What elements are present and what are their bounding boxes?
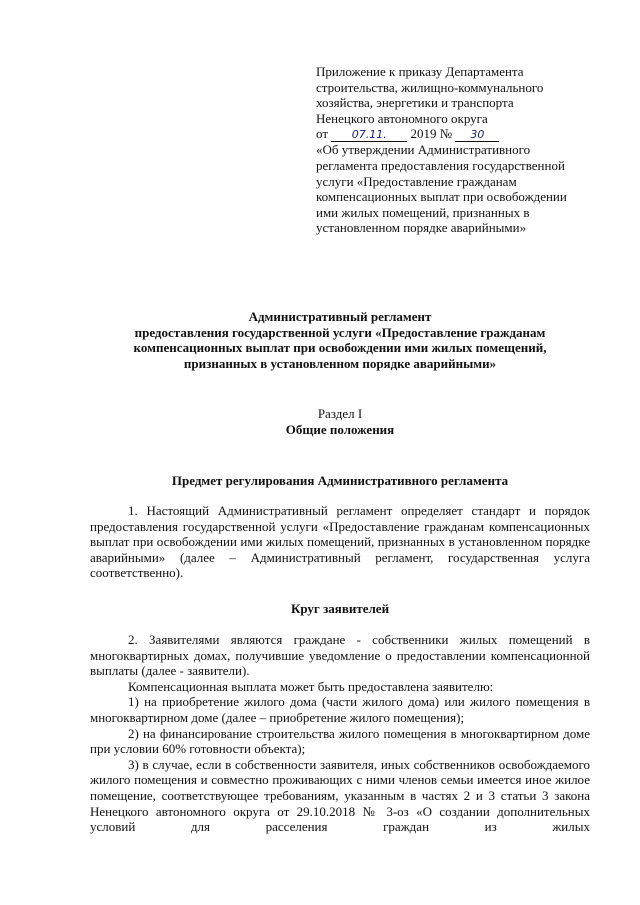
appendix-subject-line: «Об утверждении Административного: [316, 142, 531, 158]
appendix-subject-line: регламента предоставления государственной: [316, 157, 565, 173]
subject-heading: Предмет регулирования Административного регламента: [171, 473, 509, 488]
appendix-line: Приложение к приказу Департамента: [316, 64, 524, 79]
year-number-label: 2019 №: [410, 126, 453, 142]
title-line: компенсационных выплат при освобождении ими жилых помещений,: [133, 340, 547, 356]
appendix-subject-line: услуги «Предоставление гражданам: [316, 173, 517, 189]
handwritten-number: 30: [455, 128, 499, 142]
title-line: предоставления государственной услуги «Предоставление гражданам: [134, 324, 546, 340]
appendix-subject-line: установленном порядке аварийными»: [316, 220, 527, 236]
document-title: [90, 309, 590, 371]
appendix-subject-line: ими жилых помещений, признанных в: [316, 204, 530, 220]
paragraph: 1) на приобретение жилого дома (части жилого дома) или жилого помещения в многоквартирном доме (далее – приобретение жилого помещения);: [90, 694, 590, 725]
applicants-heading: Круг заявителей: [290, 601, 390, 616]
title-line: признанных в установленном порядке аварийными»: [183, 355, 497, 371]
appendix-date-line: [316, 126, 606, 142]
section-label: Раздел I: [317, 406, 363, 421]
paragraph-block-2: [90, 632, 590, 835]
appendix-line: строительства, жилищно-коммунального: [316, 79, 544, 95]
appendix-block: [316, 64, 606, 236]
paragraph: 3) в случае, если в собственности заявителя, иных собственников освобождаемого жилого помещения и совместно проживающих с ними членов семьи имеется иное жилое помещение, соответствующее требованиям, указанным в частях 2 и 3 статьи 3 закона Ненецкого автономного округа от 29.10.2018 № 3-оз «О создании дополнительных условий для расселения граждан из жилых: [90, 756, 590, 835]
handwritten-date: 07.11.: [331, 128, 407, 142]
appendix-line: хозяйства, энергетики и транспорта: [316, 95, 514, 111]
section-header: [90, 406, 590, 437]
paragraph: 2. Заявителями являются граждане - собственники жилых помещений в многоквартирных домах, получившие уведомление о предоставлении компенсационной выплаты (далее - заявители).: [90, 632, 590, 679]
paragraph: 2) на финансирование строительства жилого помещения в многоквартирном доме при условии 60% готовности объекта);: [90, 725, 590, 757]
paragraph: Компенсационная выплата может быть предоставлена заявителю:: [128, 678, 494, 694]
title-line: Административный регламент: [248, 309, 432, 324]
date-prefix: от: [316, 126, 329, 142]
paragraph-block-1: [90, 503, 590, 581]
paragraph: 1. Настоящий Административный регламент определяет стандарт и порядок предоставления государственной услуги «Предоставление гражданам компенсационных выплат при освобождении ими жилых помещений, признанных в установленном порядке аварийными» (далее – Административный регламент, государственная услуга соответственно).: [90, 503, 590, 581]
appendix-line: Ненецкого автономного округа: [316, 110, 488, 126]
section-name: Общие положения: [285, 421, 395, 437]
appendix-subject-line: компенсационных выплат при освобождении: [316, 189, 567, 205]
